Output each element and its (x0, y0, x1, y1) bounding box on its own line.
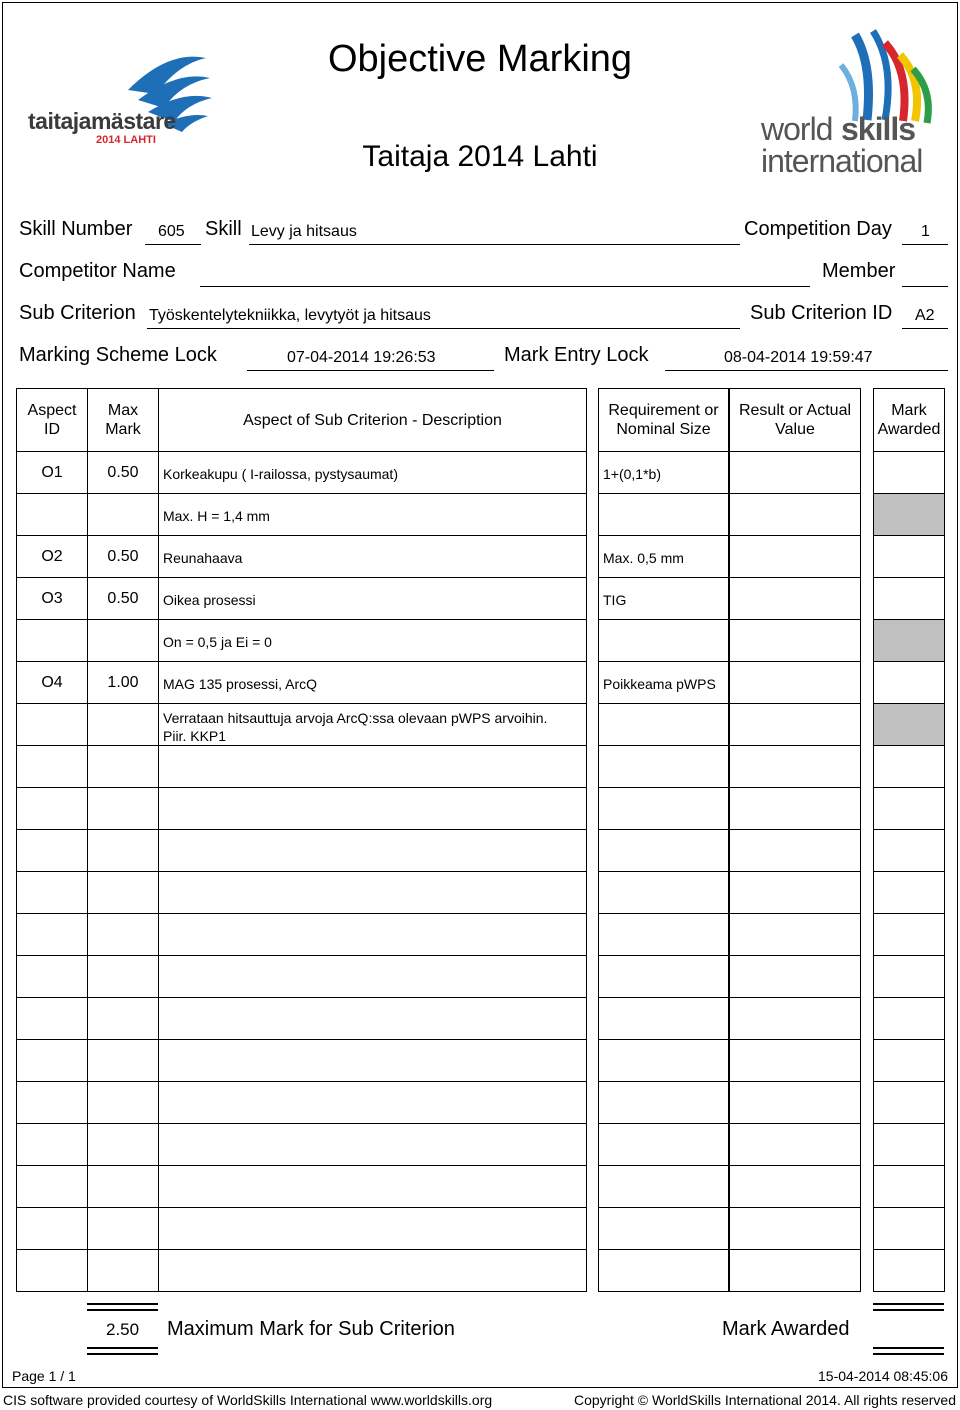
table-cell-desc (158, 913, 587, 956)
sub-criterion-id-value[interactable]: A2 (915, 307, 935, 324)
header-max-mark: Max Mark (105, 402, 141, 438)
table-cell-max (87, 619, 159, 662)
table-cell-desc (158, 955, 587, 998)
marking-scheme-lock-value: 07-04-2014 19:26:53 (287, 349, 436, 366)
table-cell-max (87, 997, 159, 1040)
aspect-description: On = 0,5 ja Ei = 0 (163, 634, 272, 650)
header-mark-awarded: Mark Awarded (877, 402, 941, 438)
header-aspect-id-cell (16, 388, 88, 452)
table-cell-id (16, 451, 88, 494)
requirement-value: TIG (603, 592, 627, 608)
max-total-value: 2.50 (106, 1320, 140, 1339)
page-number: Page 1 / 1 (12, 1368, 76, 1384)
table-cell-desc (158, 1081, 587, 1124)
table-cell-res[interactable] (729, 1081, 861, 1124)
table-cell-res[interactable] (729, 1123, 861, 1166)
table-cell-desc (158, 577, 587, 620)
table-cell-desc (158, 829, 587, 872)
table-cell-id (16, 955, 88, 998)
table-cell-awd[interactable] (873, 493, 945, 536)
table-cell-req (598, 1165, 729, 1208)
table-cell-id (16, 1081, 88, 1124)
table-cell-max (87, 1207, 159, 1250)
print-timestamp: 15-04-2014 08:45:06 (818, 1368, 948, 1384)
aspect-description: Verrataan hitsauttuja arvoja ArcQ:ssa olevaan pWPS arvoihin. (163, 710, 548, 726)
awarded-total-label: Mark Awarded (722, 1318, 850, 1340)
worldskills-logo-international: international (761, 143, 923, 179)
worldskills-logo-skills: skills (841, 111, 916, 147)
header-aspect-id: Aspect ID (27, 402, 77, 438)
table-cell-id (16, 1207, 88, 1250)
marking-scheme-lock-line (247, 370, 494, 371)
aspect-description: Max. H = 1,4 mm (163, 508, 270, 524)
table-cell-desc (158, 997, 587, 1040)
table-cell-awd[interactable] (873, 829, 945, 872)
mark-entry-lock-line (665, 370, 948, 371)
table-cell-desc (158, 1039, 587, 1082)
table-cell-req (598, 661, 729, 704)
sub-criterion-id-line (902, 328, 948, 329)
table-cell-req (598, 1039, 729, 1082)
table-cell-res[interactable] (729, 661, 861, 704)
table-cell-id (16, 829, 88, 872)
table-cell-id (16, 1165, 88, 1208)
table-cell-desc (158, 1249, 587, 1292)
table-cell-id (16, 997, 88, 1040)
table-cell-desc (158, 787, 587, 830)
aspect-description-line2: Piir. KKP1 (163, 728, 227, 744)
table-cell-max (87, 703, 159, 746)
header-mark-awarded-cell (873, 388, 945, 452)
table-cell-max (87, 661, 159, 704)
header-description: Aspect of Sub Criterion - Description (243, 411, 502, 429)
table-cell-desc (158, 1123, 587, 1166)
skill-line (249, 244, 740, 245)
table-cell-res[interactable] (729, 1039, 861, 1082)
skill-number-label: Skill Number (19, 218, 133, 240)
aspect-description: MAG 135 prosessi, ArcQ (163, 676, 318, 692)
table-cell-req (598, 1081, 729, 1124)
max-mark: 0.50 (107, 548, 139, 565)
table-cell-id (16, 871, 88, 914)
table-cell-desc (158, 871, 587, 914)
table-cell-desc (158, 661, 587, 704)
table-cell-res[interactable] (729, 1165, 861, 1208)
footer-rule (2, 1387, 957, 1388)
table-cell-desc (158, 1165, 587, 1208)
table-cell-awd[interactable] (873, 661, 945, 704)
table-cell-max (87, 913, 159, 956)
mark-entry-lock-value: 08-04-2014 19:59:47 (724, 349, 873, 366)
skill-number-line (145, 244, 201, 245)
table-cell-id (16, 535, 88, 578)
table-cell-awd[interactable] (873, 1249, 945, 1292)
table-cell-desc (158, 703, 587, 746)
table-cell-max (87, 451, 159, 494)
sub-criterion-line (147, 328, 740, 329)
max-total-rule-top (87, 1303, 158, 1311)
competitor-name-label: Competitor Name (19, 260, 176, 282)
max-mark: 1.00 (107, 674, 139, 691)
table-cell-req (598, 535, 729, 578)
table-cell-id (16, 619, 88, 662)
aspect-id: O4 (41, 674, 63, 691)
table-cell-id (16, 703, 88, 746)
table-cell-id (16, 787, 88, 830)
awarded-total-rule-bottom (873, 1347, 944, 1355)
table-cell-max (87, 829, 159, 872)
table-cell-res[interactable] (729, 787, 861, 830)
skill-value[interactable]: Levy ja hitsaus (251, 223, 357, 240)
table-cell-awd[interactable] (873, 1123, 945, 1166)
table-cell-res[interactable] (729, 955, 861, 998)
table-cell-req (598, 787, 729, 830)
aspect-id: O1 (41, 464, 63, 481)
header-requirement: Requirement or Nominal Size (608, 402, 719, 438)
table-cell-id (16, 913, 88, 956)
competitor-name-line (200, 286, 810, 287)
table-cell-req (598, 1207, 729, 1250)
aspect-id: O3 (41, 590, 63, 607)
table-cell-req (598, 997, 729, 1040)
table-cell-req (598, 1123, 729, 1166)
table-cell-max (87, 955, 159, 998)
table-cell-awd[interactable] (873, 745, 945, 788)
header-max-mark-cell (87, 388, 159, 452)
header-requirement-cell (598, 388, 729, 452)
table-cell-awd[interactable] (873, 1165, 945, 1208)
table-cell-req (598, 619, 729, 662)
marking-scheme-lock-label: Marking Scheme Lock (19, 344, 217, 366)
table-cell-awd[interactable] (873, 451, 945, 494)
header-description-cell (158, 388, 587, 452)
max-mark: 0.50 (107, 464, 139, 481)
table-cell-max (87, 1123, 159, 1166)
table-cell-max (87, 871, 159, 914)
page-title: Objective Marking (327, 38, 633, 80)
table-cell-res[interactable] (729, 535, 861, 578)
max-mark: 0.50 (107, 590, 139, 607)
table-cell-desc (158, 745, 587, 788)
skill-number-value[interactable]: 605 (158, 223, 185, 240)
worldskills-logo-world: world (761, 111, 833, 147)
sub-criterion-label: Sub Criterion (19, 302, 136, 324)
table-cell-max (87, 1081, 159, 1124)
taitaja-logo-text: taitajamästare (28, 108, 176, 134)
member-line (902, 286, 948, 287)
table-cell-res[interactable] (729, 913, 861, 956)
table-cell-res[interactable] (729, 1249, 861, 1292)
table-cell-awd[interactable] (873, 535, 945, 578)
table-cell-res[interactable] (729, 829, 861, 872)
sub-criterion-value[interactable]: Työskentelytekniikka, levytyöt ja hitsaus (149, 307, 431, 324)
footer-copyright: Copyright © WorldSkills International 2014. All rights reserved (573, 1392, 956, 1408)
taitaja-logo-sub: 2014 LAHTI (96, 134, 156, 146)
table-cell-req (598, 493, 729, 536)
skill-label: Skill (205, 218, 242, 240)
table-cell-res[interactable] (729, 451, 861, 494)
table-cell-max (87, 535, 159, 578)
table-cell-id (16, 1039, 88, 1082)
table-cell-req (598, 451, 729, 494)
table-cell-max (87, 577, 159, 620)
mark-entry-lock-label: Mark Entry Lock (504, 344, 649, 366)
table-cell-awd[interactable] (873, 955, 945, 998)
requirement-value: Poikkeama pWPS (603, 676, 716, 692)
requirement-value: Max. 0,5 mm (603, 550, 684, 566)
table-cell-awd[interactable] (873, 619, 945, 662)
table-cell-max (87, 1249, 159, 1292)
table-cell-awd[interactable] (873, 997, 945, 1040)
max-total-label: Maximum Mark for Sub Criterion (167, 1318, 455, 1340)
table-cell-req (598, 703, 729, 746)
aspect-description: Reunahaava (163, 550, 243, 566)
competition-day-line (902, 244, 948, 245)
aspect-description: Oikea prosessi (163, 592, 256, 608)
table-cell-req (598, 871, 729, 914)
max-total-rule-bottom (87, 1347, 158, 1355)
table-cell-desc (158, 535, 587, 578)
table-cell-res[interactable] (729, 577, 861, 620)
table-cell-id (16, 493, 88, 536)
sub-criterion-id-label: Sub Criterion ID (750, 302, 893, 324)
table-cell-max (87, 787, 159, 830)
table-cell-id (16, 577, 88, 620)
table-cell-req (598, 745, 729, 788)
awarded-total-rule-top (873, 1303, 944, 1311)
requirement-value: 1+(0,1*b) (603, 466, 661, 482)
table-cell-id (16, 661, 88, 704)
competition-day-value[interactable]: 1 (921, 223, 930, 240)
table-cell-max (87, 1165, 159, 1208)
table-cell-res[interactable] (729, 745, 861, 788)
table-cell-awd[interactable] (873, 913, 945, 956)
table-cell-awd[interactable] (873, 1039, 945, 1082)
table-cell-res[interactable] (729, 493, 861, 536)
footer-courtesy: CIS software provided courtesy of WorldSkills International www.worldskills.org (3, 1392, 493, 1408)
table-cell-max (87, 745, 159, 788)
aspect-id: O2 (41, 548, 63, 565)
table-cell-max (87, 493, 159, 536)
table-cell-awd[interactable] (873, 1207, 945, 1250)
aspect-description: Korkeakupu ( I-railossa, pystysaumat) (163, 466, 398, 482)
table-cell-res[interactable] (729, 871, 861, 914)
competition-day-label: Competition Day (744, 218, 892, 240)
table-cell-awd[interactable] (873, 577, 945, 620)
table-cell-desc (158, 619, 587, 662)
table-cell-max (87, 1039, 159, 1082)
table-cell-req (598, 829, 729, 872)
table-cell-awd[interactable] (873, 703, 945, 746)
table-cell-desc (158, 493, 587, 536)
table-cell-id (16, 1249, 88, 1292)
table-cell-res[interactable] (729, 619, 861, 662)
header-result-cell (729, 388, 861, 452)
table-cell-id (16, 1123, 88, 1166)
table-cell-res[interactable] (729, 1207, 861, 1250)
table-cell-req (598, 955, 729, 998)
header-result: Result or Actual Value (738, 402, 852, 438)
member-label: Member (822, 260, 896, 282)
table-cell-req (598, 577, 729, 620)
table-cell-desc (158, 1207, 587, 1250)
table-cell-awd[interactable] (873, 787, 945, 830)
table-cell-req (598, 1249, 729, 1292)
table-cell-desc (158, 451, 587, 494)
table-cell-req (598, 913, 729, 956)
table-cell-res[interactable] (729, 997, 861, 1040)
table-cell-res[interactable] (729, 703, 861, 746)
table-cell-awd[interactable] (873, 1081, 945, 1124)
table-cell-awd[interactable] (873, 871, 945, 914)
page-subtitle: Taitaja 2014 Lahti (362, 140, 598, 173)
table-cell-id (16, 745, 88, 788)
